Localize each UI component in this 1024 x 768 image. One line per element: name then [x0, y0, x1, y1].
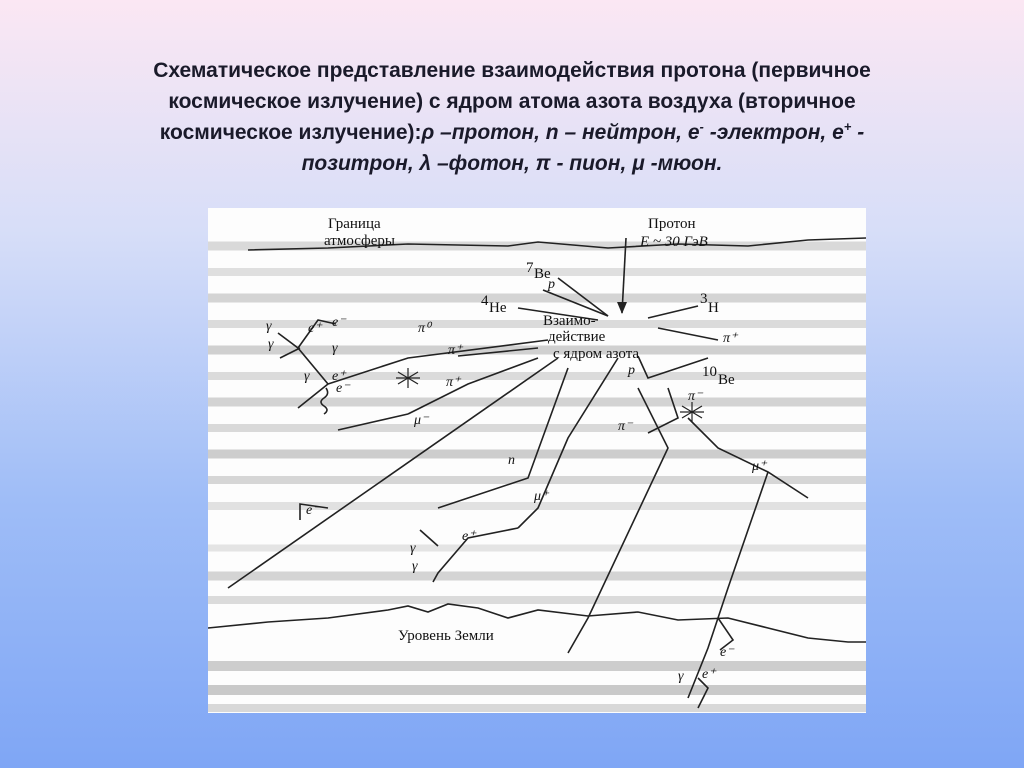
atmosphere-boundary-label-1: Граница [328, 216, 381, 232]
e-plus-label-2: e⁺ [332, 369, 346, 384]
atmosphere-boundary-label-2: атмосферы [324, 233, 395, 249]
positron-symbol: е [832, 121, 844, 144]
pi-plus-right-label: π⁺ [723, 331, 738, 346]
e-plus-ground-label: e⁺ [702, 667, 716, 682]
gamma-label-5: γ [410, 541, 416, 556]
positron-dash: - [851, 121, 865, 144]
neutron-label: n [508, 453, 515, 468]
diagram-svg [208, 208, 866, 713]
title-line-4: позитрон, λ –фотон, π - пион, μ -мюон. [301, 152, 723, 175]
neutron-definition: n – нейтрон, [545, 121, 688, 144]
pi-minus-right-label: π⁻ [688, 389, 703, 404]
mu-plus-mid-label: μ⁺ [534, 489, 549, 504]
he4-mass: 4 [481, 293, 489, 309]
proton-energy-label: E ~ 30 ГэВ [640, 234, 708, 250]
pi-minus-mid-label: π⁻ [618, 419, 633, 434]
he4-label: He [489, 300, 507, 316]
title-line-1: Схематическое представление взаимодействия протона (первичное [153, 59, 871, 82]
interaction-label-2: действие [548, 329, 606, 345]
e-minus-label-2: e⁻ [336, 381, 350, 396]
e-minus-ground-label: e⁻ [720, 645, 734, 660]
gamma-label-4: γ [304, 369, 310, 384]
title-line-3 [40, 117, 984, 148]
be10-mass: 10 [702, 364, 717, 380]
gamma-label-2: γ [268, 337, 274, 352]
pi-plus-mid-label: π⁺ [446, 375, 461, 390]
background-scan-texture [208, 208, 866, 713]
gamma-label-3: γ [332, 341, 338, 356]
mu-minus-label-1: μ⁻ [414, 413, 429, 428]
gamma-label-1: γ [266, 319, 272, 334]
e-minus-label-1: e⁻ [332, 315, 346, 330]
cosmic-ray-shower-diagram [208, 208, 866, 713]
be10-label: Be [718, 372, 735, 388]
interaction-label-1: Взаимо- [543, 313, 596, 329]
p-lower-label: p [628, 363, 635, 378]
electron-sup: - [699, 119, 704, 134]
pi0-label: π⁰ [418, 321, 431, 336]
positron-sup: + [843, 119, 852, 134]
pi-plus-left-label: π⁺ [448, 343, 463, 358]
e-plus-label-3: e⁺ [462, 529, 476, 544]
ground-level-label: Уровень Земли [398, 628, 494, 644]
electron-symbol: е [687, 121, 700, 144]
e-plus-label-1: e⁺ [308, 321, 322, 336]
mu-plus-right-label: μ⁺ [752, 459, 767, 474]
proton-definition: ρ –протон, [421, 121, 546, 144]
interaction-label-3: с ядром азота [553, 346, 640, 362]
gamma-label-6: γ [412, 559, 418, 574]
title-line-2: космическое излучение) с ядром атома азота воздуха (вторичное [168, 90, 856, 113]
electron-definition: -электрон, [703, 121, 833, 144]
slide-title [40, 55, 984, 179]
e-minus-label-3: e⁻ [306, 503, 320, 518]
title-line-3-prefix: космическое излучение): [159, 121, 422, 144]
gamma-ground-label: γ [678, 669, 684, 684]
be7-mass: 7 [526, 260, 534, 276]
h3-mass: 3 [700, 291, 708, 307]
h3-label: H [708, 300, 719, 316]
be7-label: Be [534, 266, 551, 282]
proton-label: Протон [648, 216, 696, 232]
proton-fragment-label: p [548, 277, 555, 292]
